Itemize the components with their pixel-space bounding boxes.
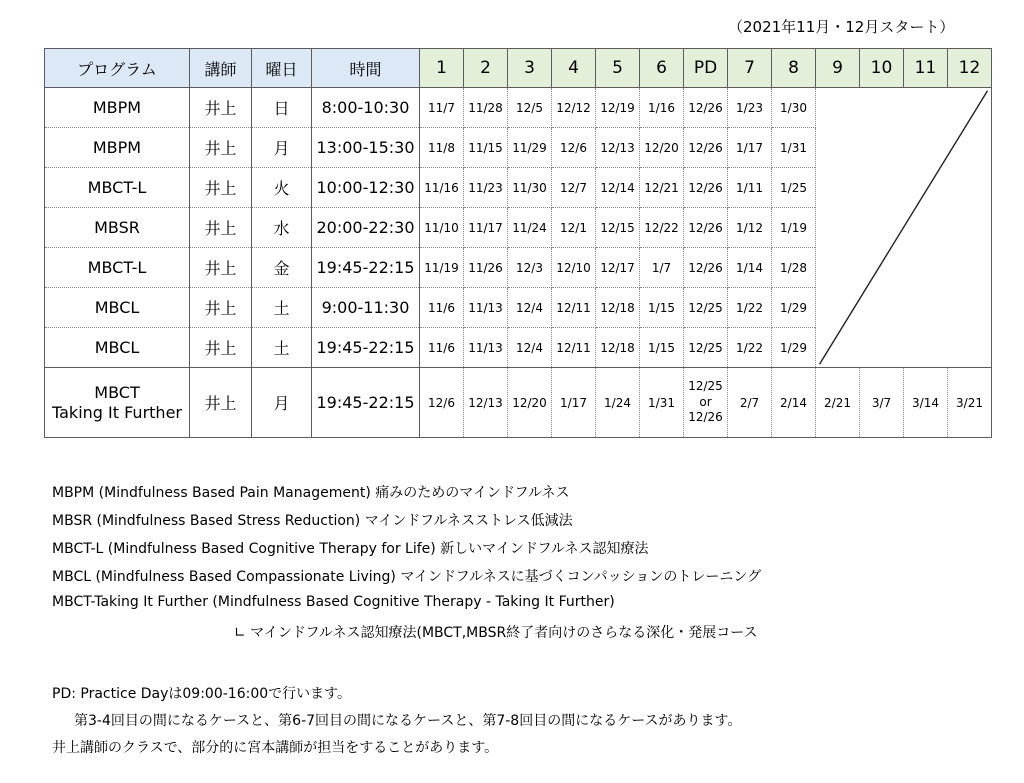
note-line: ∟ マインドフルネス認知療法(MBCT,MBSR終了者向けのさらなる深化・発展コース [234, 625, 758, 641]
session-date: 12/11 [552, 328, 596, 368]
session-date: 12/15 [596, 208, 640, 248]
session-date: 12/7 [552, 168, 596, 208]
program-cell [45, 368, 190, 438]
instructor-cell: 井上 [190, 288, 252, 328]
pd-date-line: or [699, 394, 712, 409]
day-cell: 土 [252, 288, 312, 328]
instructor-cell: 井上 [190, 368, 252, 438]
session-date: 1/30 [772, 88, 816, 128]
session-date: 3/21 [948, 368, 992, 438]
session-date: 12/11 [552, 288, 596, 328]
pd-date-line: 12/25 [688, 379, 723, 394]
session-date: 12/14 [596, 168, 640, 208]
header-session: 9 [816, 49, 860, 88]
header-instructor: 講師 [190, 49, 252, 88]
pd-date-line: 12/26 [688, 410, 723, 425]
session-date: 11/7 [420, 88, 464, 128]
session-date: 12/6 [420, 368, 464, 438]
session-date: 11/13 [464, 328, 508, 368]
header-session: 12 [948, 49, 992, 88]
session-date: 1/28 [772, 248, 816, 288]
session-date: 11/19 [420, 248, 464, 288]
program-cell: MBSR [45, 208, 190, 248]
time-cell: 19:45-22:15 [312, 368, 420, 438]
session-date: 1/12 [728, 208, 772, 248]
session-date: 1/31 [640, 368, 684, 438]
header-time: 時間 [312, 49, 420, 88]
note-line: MBPM (Mindfulness Based Pain Management) 痛みのためのマインドフルネス [52, 485, 570, 501]
session-date: 12/18 [596, 288, 640, 328]
program-cell: MBCT-L [45, 248, 190, 288]
session-date: 1/31 [772, 128, 816, 168]
session-date: 11/17 [464, 208, 508, 248]
diagonal-strike-line [816, 88, 991, 367]
footer-line: 井上講師のクラスで、部分的に宮本講師が担当をすることがあります。 [52, 740, 499, 756]
session-date: 1/19 [772, 208, 816, 248]
instructor-cell: 井上 [190, 128, 252, 168]
header-day: 曜日 [252, 49, 312, 88]
session-date: 2/7 [728, 368, 772, 438]
time-cell: 20:00-22:30 [312, 208, 420, 248]
session-date: 1/11 [728, 168, 772, 208]
header-session: 3 [508, 49, 552, 88]
header-session: 11 [904, 49, 948, 88]
time-cell: 19:45-22:15 [312, 328, 420, 368]
session-date: 3/14 [904, 368, 948, 438]
session-date: 1/17 [728, 128, 772, 168]
program-cell: MBPM [45, 88, 190, 128]
session-date: 12/12 [552, 88, 596, 128]
header-session: 7 [728, 49, 772, 88]
session-date: 12/21 [640, 168, 684, 208]
session-date: 12/19 [596, 88, 640, 128]
practice-day-date: 12/26 [684, 168, 728, 208]
time-cell: 10:00-12:30 [312, 168, 420, 208]
session-date: 11/6 [420, 288, 464, 328]
note-line: MBSR (Mindfulness Based Stress Reduction) マインドフルネスストレス低減法 [52, 513, 573, 529]
header-session: 4 [552, 49, 596, 88]
day-cell: 月 [252, 128, 312, 168]
session-date: 12/3 [508, 248, 552, 288]
header-program: プログラム [45, 49, 190, 88]
session-date: 11/15 [464, 128, 508, 168]
table-row [45, 88, 992, 128]
program-line: Taking It Further [52, 402, 182, 422]
session-date: 1/22 [728, 328, 772, 368]
session-date: 12/5 [508, 88, 552, 128]
session-date: 2/21 [816, 368, 860, 438]
session-date: 1/24 [596, 368, 640, 438]
session-date: 11/16 [420, 168, 464, 208]
table-row [45, 368, 992, 438]
session-date: 1/29 [772, 288, 816, 328]
session-date: 1/29 [772, 328, 816, 368]
session-date: 11/6 [420, 328, 464, 368]
instructor-cell: 井上 [190, 248, 252, 288]
practice-day-date: 12/26 [684, 248, 728, 288]
program-cell: MBCL [45, 328, 190, 368]
session-date: 12/13 [464, 368, 508, 438]
instructor-cell: 井上 [190, 208, 252, 248]
time-cell: 9:00-11:30 [312, 288, 420, 328]
footer-notes [52, 683, 741, 764]
note-line: MBCT-Taking It Further (Mindfulness Based Cognitive Therapy - Taking It Further) [52, 594, 615, 610]
session-date: 12/1 [552, 208, 596, 248]
session-date: 1/23 [728, 88, 772, 128]
session-date: 12/10 [552, 248, 596, 288]
day-cell: 火 [252, 168, 312, 208]
practice-day-date: 12/26 [684, 88, 728, 128]
day-cell: 金 [252, 248, 312, 288]
session-date: 3/7 [860, 368, 904, 438]
session-date: 12/18 [596, 328, 640, 368]
practice-day-date: 12/26 [684, 128, 728, 168]
time-cell: 8:00-10:30 [312, 88, 420, 128]
session-date: 1/15 [640, 328, 684, 368]
instructor-cell: 井上 [190, 328, 252, 368]
instructor-cell: 井上 [190, 88, 252, 128]
session-date: 12/6 [552, 128, 596, 168]
header-session: 2 [464, 49, 508, 88]
program-notes [52, 482, 761, 650]
instructor-cell: 井上 [190, 168, 252, 208]
note-line: MBCT-L (Mindfulness Based Cognitive Therapy for Life) 新しいマインドフルネス認知療法 [52, 541, 649, 557]
footer-line: 第3-4回目の間になるケースと、第6-7回目の間になるケースと、第7-8回目の間になるケースがあります。 [74, 713, 742, 729]
session-date: 11/28 [464, 88, 508, 128]
session-date: 11/23 [464, 168, 508, 208]
program-line: MBCT [94, 383, 140, 403]
day-cell: 日 [252, 88, 312, 128]
note-line: MBCL (Mindfulness Based Compassionate Living) マインドフルネスに基づくコンパッションのトレーニング [52, 569, 762, 585]
session-date: 12/22 [640, 208, 684, 248]
practice-day-date: 12/26 [684, 208, 728, 248]
header-session: 8 [772, 49, 816, 88]
session-date: 11/29 [508, 128, 552, 168]
schedule-subtitle: （2021年11月・12月スタート） [728, 18, 955, 36]
session-date: 1/14 [728, 248, 772, 288]
session-date: 11/8 [420, 128, 464, 168]
day-cell: 土 [252, 328, 312, 368]
session-date: 2/14 [772, 368, 816, 438]
time-cell: 13:00-15:30 [312, 128, 420, 168]
day-cell: 月 [252, 368, 312, 438]
program-cell: MBCT-L [45, 168, 190, 208]
session-date: 12/13 [596, 128, 640, 168]
practice-day-date [684, 368, 728, 438]
header-row [45, 49, 992, 88]
header-session-pd: PD [684, 49, 728, 88]
session-date: 11/24 [508, 208, 552, 248]
time-cell: 19:45-22:15 [312, 248, 420, 288]
session-date: 1/16 [640, 88, 684, 128]
header-session: 6 [640, 49, 684, 88]
session-date: 12/4 [508, 328, 552, 368]
program-cell: MBCL [45, 288, 190, 328]
header-session: 10 [860, 49, 904, 88]
session-date: 1/7 [640, 248, 684, 288]
schedule-table [44, 48, 992, 438]
session-date: 11/30 [508, 168, 552, 208]
practice-day-date: 12/25 [684, 328, 728, 368]
session-date: 1/25 [772, 168, 816, 208]
header-session: 1 [420, 49, 464, 88]
session-date: 11/26 [464, 248, 508, 288]
footer-line: PD: Practice Dayは09:00-16:00で行います。 [52, 686, 352, 702]
session-date: 12/20 [508, 368, 552, 438]
header-session: 5 [596, 49, 640, 88]
program-cell: MBPM [45, 128, 190, 168]
session-date: 12/20 [640, 128, 684, 168]
no-sessions-cell [816, 88, 992, 368]
practice-day-date: 12/25 [684, 288, 728, 328]
session-date: 1/17 [552, 368, 596, 438]
session-date: 11/10 [420, 208, 464, 248]
day-cell: 水 [252, 208, 312, 248]
session-date: 12/17 [596, 248, 640, 288]
session-date: 11/13 [464, 288, 508, 328]
session-date: 1/22 [728, 288, 772, 328]
session-date: 12/4 [508, 288, 552, 328]
session-date: 1/15 [640, 288, 684, 328]
